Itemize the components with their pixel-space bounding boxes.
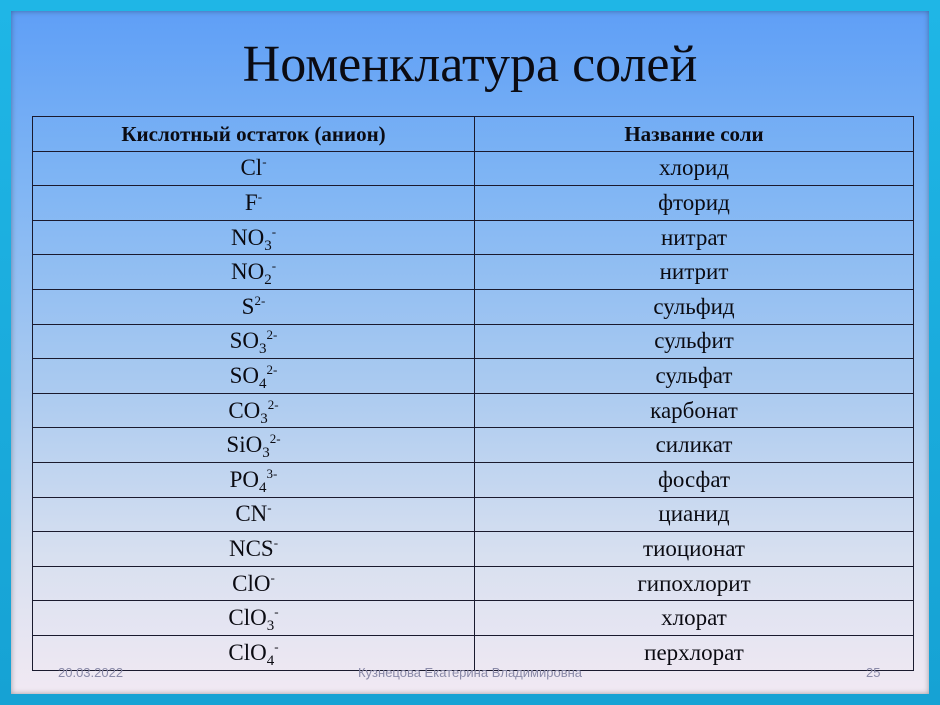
anion-cell: [33, 186, 475, 221]
table-row: [33, 497, 914, 532]
anion-formula: F: [244, 189, 258, 215]
slide-title: Номенклатура солей: [242, 36, 698, 93]
table-row: [33, 393, 914, 428]
anion-cell: [33, 601, 475, 636]
anion-cell: [33, 462, 475, 497]
table-row: [33, 220, 914, 255]
anion-subscript: 4: [266, 652, 275, 669]
anion-charge: 2-: [267, 396, 279, 412]
anion-cell: [33, 255, 475, 290]
anion-charge: 2-: [269, 431, 281, 447]
table-body: [33, 151, 914, 670]
anion-cell: [33, 359, 475, 394]
salt-nomenclature-table: [32, 116, 914, 671]
anion-cell: [33, 151, 475, 186]
anion-charge: 2-: [266, 327, 278, 343]
table-row: [33, 151, 914, 186]
anion-formula: NO: [230, 224, 265, 250]
anion-cell: [33, 532, 475, 567]
anion-cell: [33, 393, 475, 428]
anion-charge: 3-: [266, 465, 278, 481]
salt-name-cell: хлорат: [475, 601, 914, 636]
anion-cell: [33, 497, 475, 532]
anion-formula: SO: [229, 362, 260, 388]
anion-charge: 2-: [254, 292, 266, 308]
anion-subscript: 4: [259, 375, 267, 392]
table-header-row: [33, 117, 914, 152]
table-row: [33, 324, 914, 359]
anion-charge: -: [273, 534, 279, 550]
header-anion: Кислотный остаток (анион): [33, 117, 475, 152]
anion-charge: 2-: [266, 361, 278, 377]
anion-charge: -: [267, 500, 272, 516]
anion-subscript: 3: [262, 445, 270, 462]
anion-charge: -: [274, 604, 279, 620]
table-row: [33, 359, 914, 394]
anion-charge: -: [270, 569, 275, 585]
table-row: [33, 601, 914, 636]
table-row: [33, 462, 914, 497]
anion-subscript: 3: [266, 618, 275, 635]
salt-name-cell: фторид: [475, 186, 914, 221]
salt-name-cell: сульфат: [475, 359, 914, 394]
anion-formula: CO: [228, 397, 261, 423]
salt-name-cell: тиоционат: [475, 532, 914, 567]
table-row: [33, 566, 914, 601]
anion-charge: -: [271, 223, 277, 239]
anion-formula: SiO: [226, 432, 263, 458]
salt-name-cell: карбонат: [475, 393, 914, 428]
anion-formula: NCS: [228, 535, 274, 561]
anion-formula: NO: [230, 259, 265, 285]
anion-cell: [33, 566, 475, 601]
anion-formula: ClO: [228, 639, 267, 665]
footer-author: Кузнецова Екатерина Владимировна: [357, 665, 583, 680]
header-salt-name: Название соли: [475, 117, 914, 152]
table-row: [33, 289, 914, 324]
table-row: [33, 255, 914, 290]
salt-name-cell: сульфид: [475, 289, 914, 324]
anion-cell: [33, 220, 475, 255]
salt-name-cell: сульфит: [475, 324, 914, 359]
salt-name-cell: хлорид: [475, 151, 914, 186]
salt-name-cell: нитрит: [475, 255, 914, 290]
salt-name-cell: цианид: [475, 497, 914, 532]
anion-formula: ClO: [228, 605, 267, 631]
footer-date: 20.03.2022: [58, 665, 124, 680]
anion-subscript: 3: [259, 341, 267, 358]
anion-cell: [33, 324, 475, 359]
anion-formula: PO: [229, 466, 260, 492]
anion-charge: -: [262, 154, 267, 170]
anion-charge: -: [271, 258, 277, 274]
anion-charge: -: [257, 188, 263, 204]
anion-formula: ClO: [232, 570, 271, 596]
anion-formula: S: [241, 293, 255, 319]
table-row: [33, 428, 914, 463]
salt-name-cell: фосфат: [475, 462, 914, 497]
anion-subscript: 3: [264, 237, 272, 254]
anion-charge: -: [274, 638, 279, 654]
anion-subscript: 4: [259, 479, 267, 496]
anion-subscript: 3: [260, 410, 268, 427]
salt-name-cell: силикат: [475, 428, 914, 463]
anion-cell: [33, 428, 475, 463]
table-row: [33, 186, 914, 221]
anion-formula: SO: [229, 328, 260, 354]
salt-name-cell: перхлорат: [475, 635, 914, 670]
anion-cell: [33, 289, 475, 324]
salt-name-cell: гипохлорит: [475, 566, 914, 601]
anion-formula: CN: [235, 501, 268, 527]
table-row: [33, 532, 914, 567]
anion-formula: Cl: [240, 155, 263, 181]
anion-subscript: 2: [264, 272, 272, 289]
salt-name-cell: нитрат: [475, 220, 914, 255]
footer-page-number: 25: [866, 665, 881, 680]
